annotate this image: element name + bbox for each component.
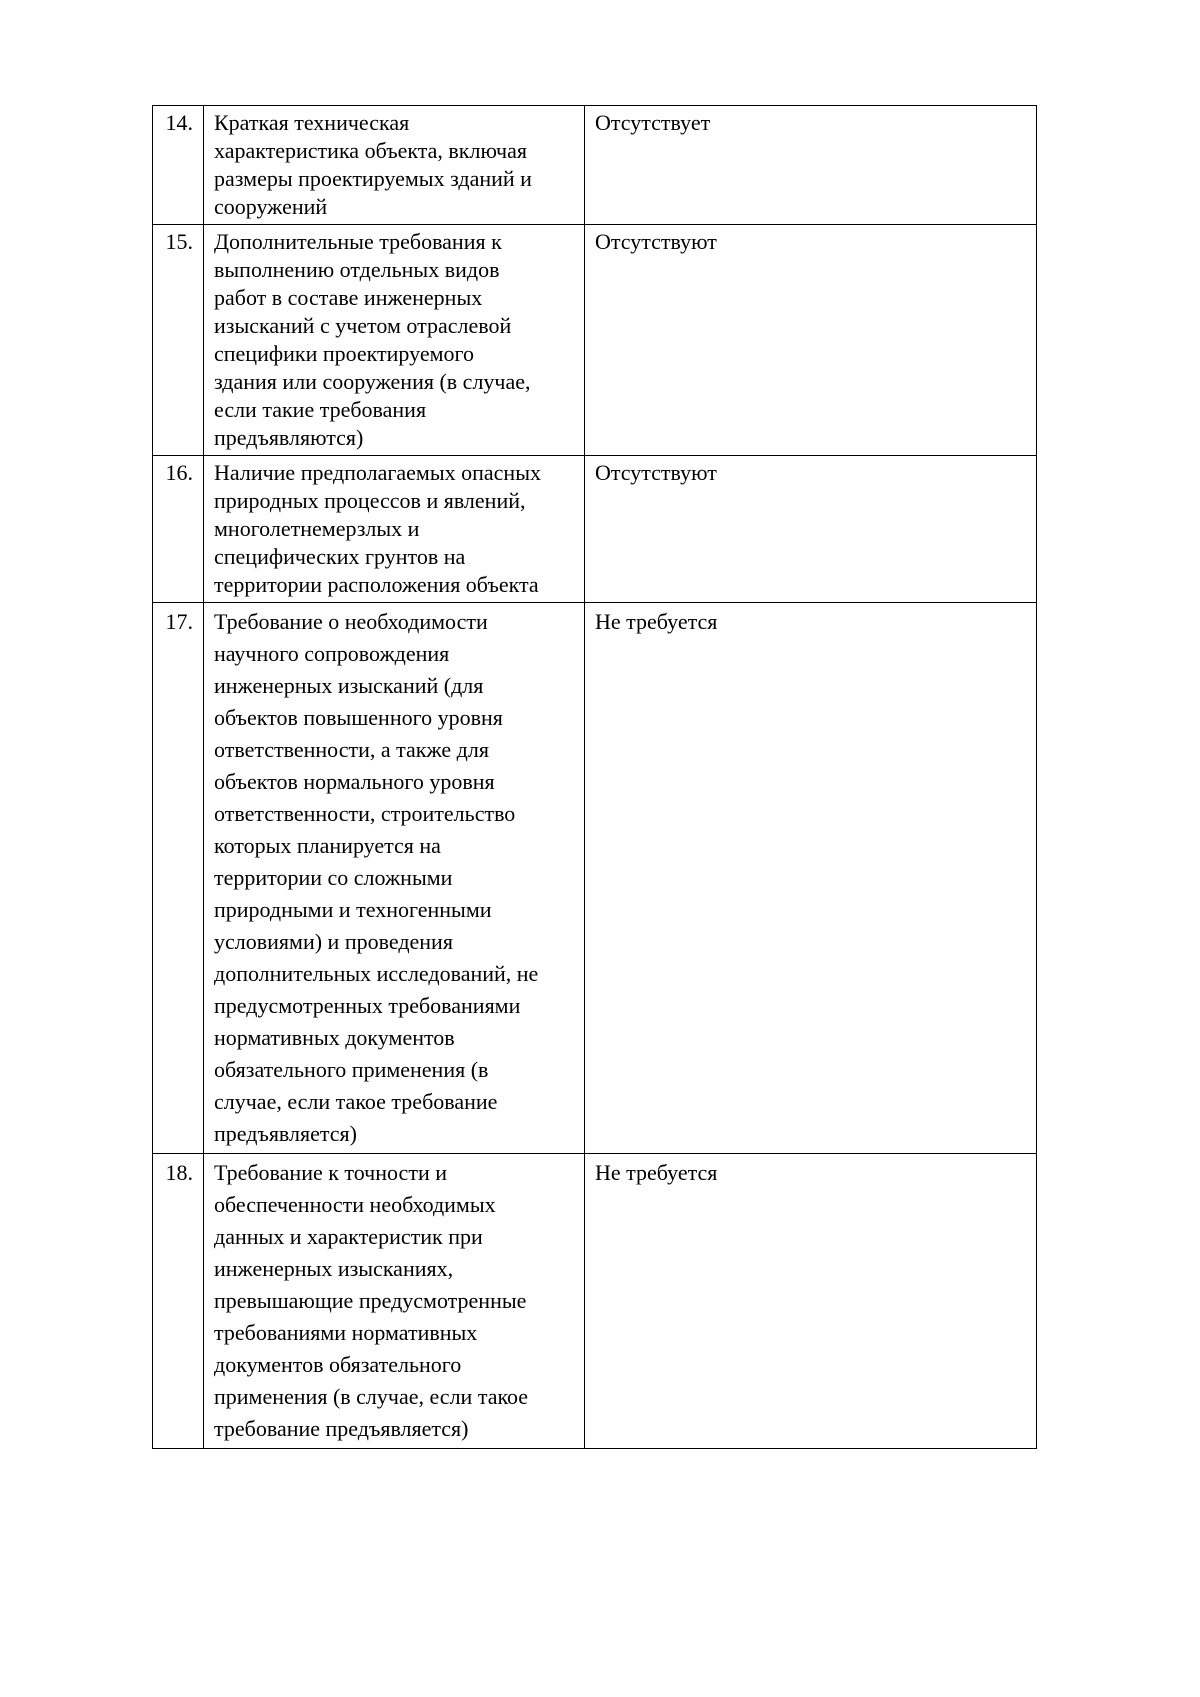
requirement-name: Требование о необходимости научного сопровождения инженерных изысканий (для объектов повышенного уровня ответственности, а также для объектов нормального уровня ответственности, строительство которых планируется на территории со сложными природными и техногенными условиями) и проведения дополнительных исследований, не предусмотренных требованиями нормативных документов обязательного применения (в случае, если такое требование предъявляется) <box>204 603 585 1154</box>
table-row <box>153 106 1037 225</box>
requirement-value: Не требуется <box>585 603 1037 1154</box>
requirement-name: Дополнительные требования к выполнению отдельных видов работ в составе инженерных изысканий с учетом отраслевой специфики проектируемого здания или сооружения (в случае, если такие требования предъявляются) <box>204 225 585 456</box>
table-row <box>153 603 1037 1154</box>
requirement-value: Отсутствует <box>585 106 1037 225</box>
requirements-table <box>152 105 1037 1449</box>
requirement-value: Отсутствуют <box>585 225 1037 456</box>
table-row <box>153 1154 1037 1449</box>
requirement-name: Краткая техническая характеристика объекта, включая размеры проектируемых зданий и сооружений <box>204 106 585 225</box>
row-number: 14. <box>153 106 204 225</box>
requirement-name: Наличие предполагаемых опасных природных процессов и явлений, многолетнемерзлых и специфических грунтов на территории расположения объекта <box>204 456 585 603</box>
requirement-value: Отсутствуют <box>585 456 1037 603</box>
row-number: 15. <box>153 225 204 456</box>
requirement-name: Требование к точности и обеспеченности необходимых данных и характеристик при инженерных изысканиях, превышающие предусмотренные требованиями нормативных документов обязательного применения (в случае, если такое требование предъявляется) <box>204 1154 585 1449</box>
row-number: 17. <box>153 603 204 1154</box>
row-number: 16. <box>153 456 204 603</box>
table-row <box>153 225 1037 456</box>
requirement-value: Не требуется <box>585 1154 1037 1449</box>
table-row <box>153 456 1037 603</box>
row-number: 18. <box>153 1154 204 1449</box>
